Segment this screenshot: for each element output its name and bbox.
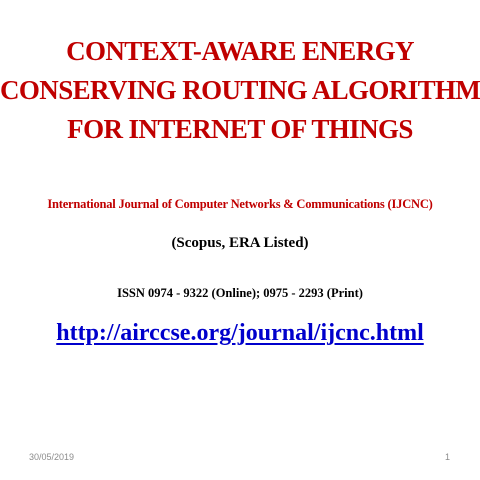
journal-name: International Journal of Computer Networks & Communications (IJCNC)	[47, 197, 433, 211]
issn-line: ISSN 0974 - 9322 (Online); 0975 - 2293 (Print)	[117, 286, 363, 300]
title-line-1: CONTEXT-AWARE ENERGY	[66, 36, 414, 66]
journal-url-link[interactable]: http://airccse.org/journal/ijcnc.html	[56, 320, 424, 346]
slide-page-number: 1	[445, 452, 451, 462]
slide-title	[0, 32, 480, 149]
slide-date: 30/05/2019	[29, 452, 75, 462]
title-line-3: FOR INTERNET OF THINGS	[67, 114, 413, 144]
title-line-2: CONSERVING ROUTING ALGORITHM	[0, 75, 480, 105]
indexing-note: (Scopus, ERA Listed)	[171, 235, 309, 251]
journal-link-container	[0, 320, 480, 347]
